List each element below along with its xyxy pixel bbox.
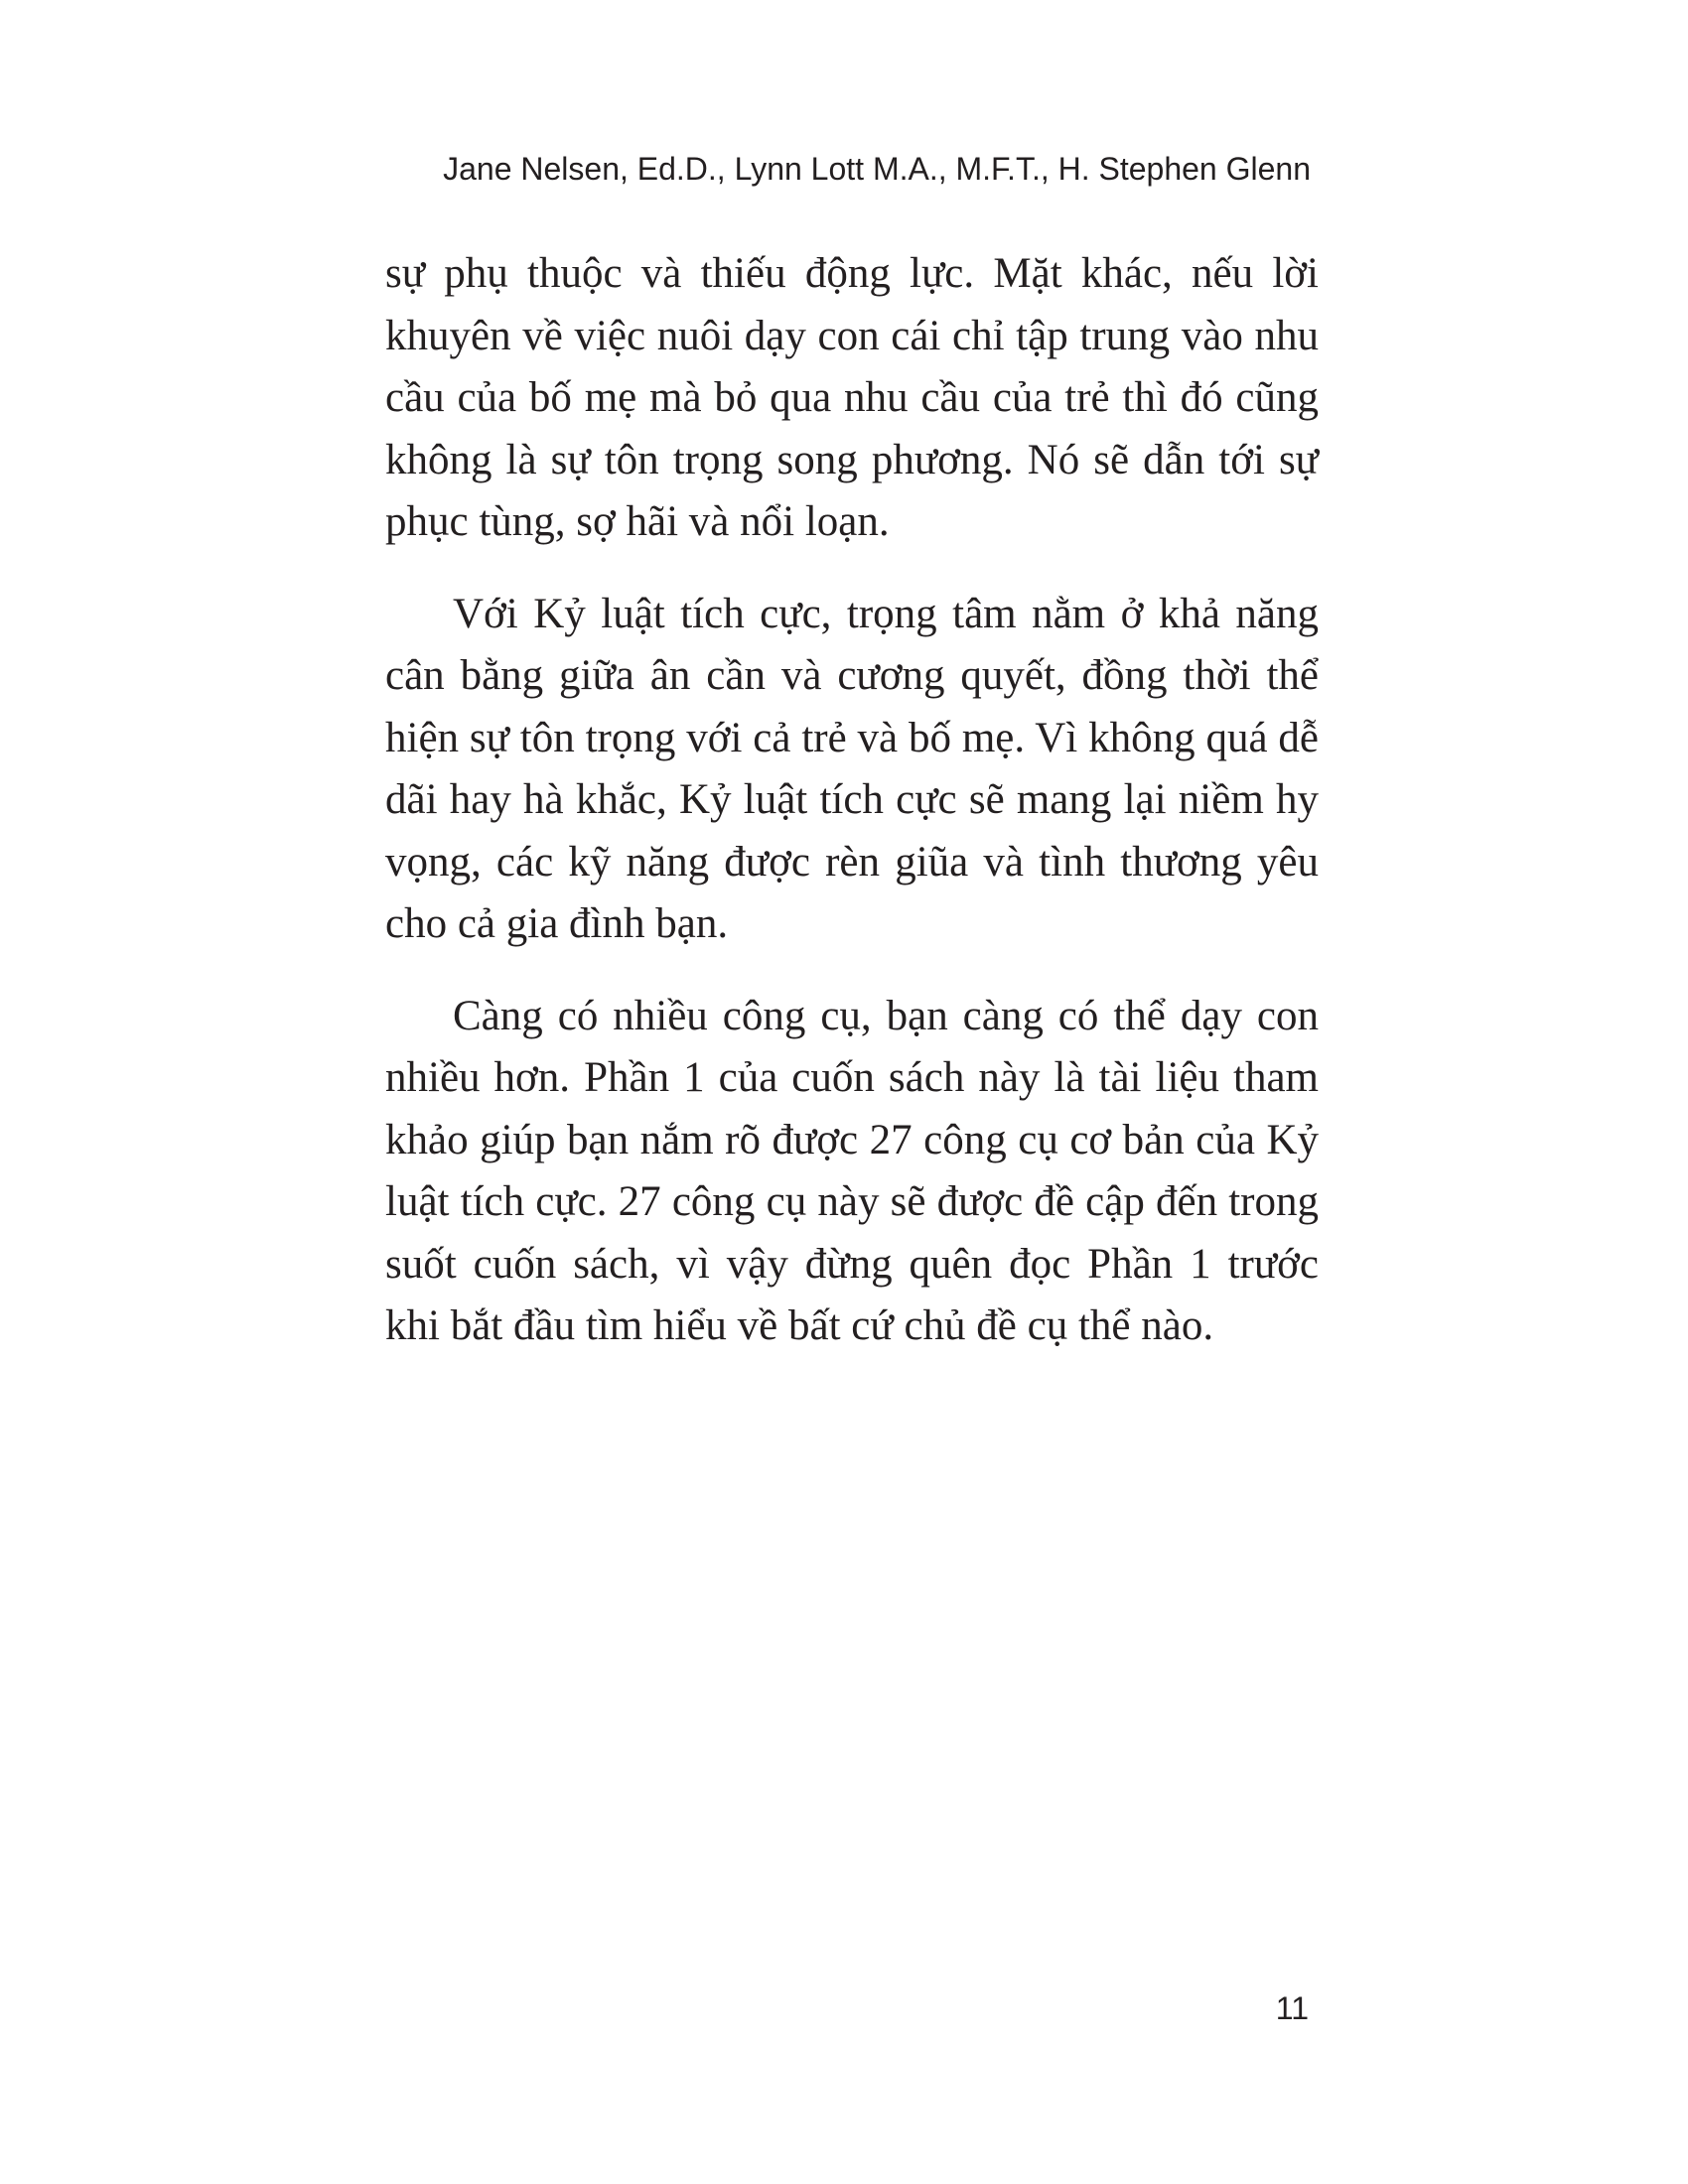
paragraph-continuation: sự phụ thuộc và thiếu động lực. Mặt khác, nếu lời khuyên về việc nuôi dạy con cái chỉ tập trung vào nhu cầu của bố mẹ mà bỏ qua nhu cầu của trẻ thì đó cũng không là sự tôn trọng song phương. Nó sẽ dẫn tới sự phục tùng, sợ hãi và nổi loạn. xyxy=(385,250,1319,545)
running-header: Jane Nelsen, Ed.D., Lynn Lott M.A., M.F.T., H. Stephen Glenn xyxy=(443,151,1311,187)
paragraph-positive-discipline-balance: Với Kỷ luật tích cực, trọng tâm nằm ở khả năng cân bằng giữa ân cần và cương quyết, đồng thời thể hiện sự tôn trọng với cả trẻ và bố mẹ. Vì không quá dễ dãi hay hà khắc, Kỷ luật tích cực sẽ mang lại niềm hy vọng, các kỹ năng được rèn giũa và tình thương yêu cho cả gia đình bạn. xyxy=(385,590,1319,947)
page-number: 11 xyxy=(1275,1990,1309,2026)
paragraph-tools-overview: Càng có nhiều công cụ, bạn càng có thể dạy con nhiều hơn. Phần 1 của cuốn sách này là tài liệu tham khảo giúp bạn nắm rõ được 27 công cụ cơ bản của Kỷ luật tích cực. 27 công cụ này sẽ được đề cập đến trong suốt cuốn sách, vì vậy đừng quên đọc Phần 1 trước khi bắt đầu tìm hiểu về bất cứ chủ đề cụ thể nào. xyxy=(385,992,1319,1349)
body-text xyxy=(385,243,1319,1388)
